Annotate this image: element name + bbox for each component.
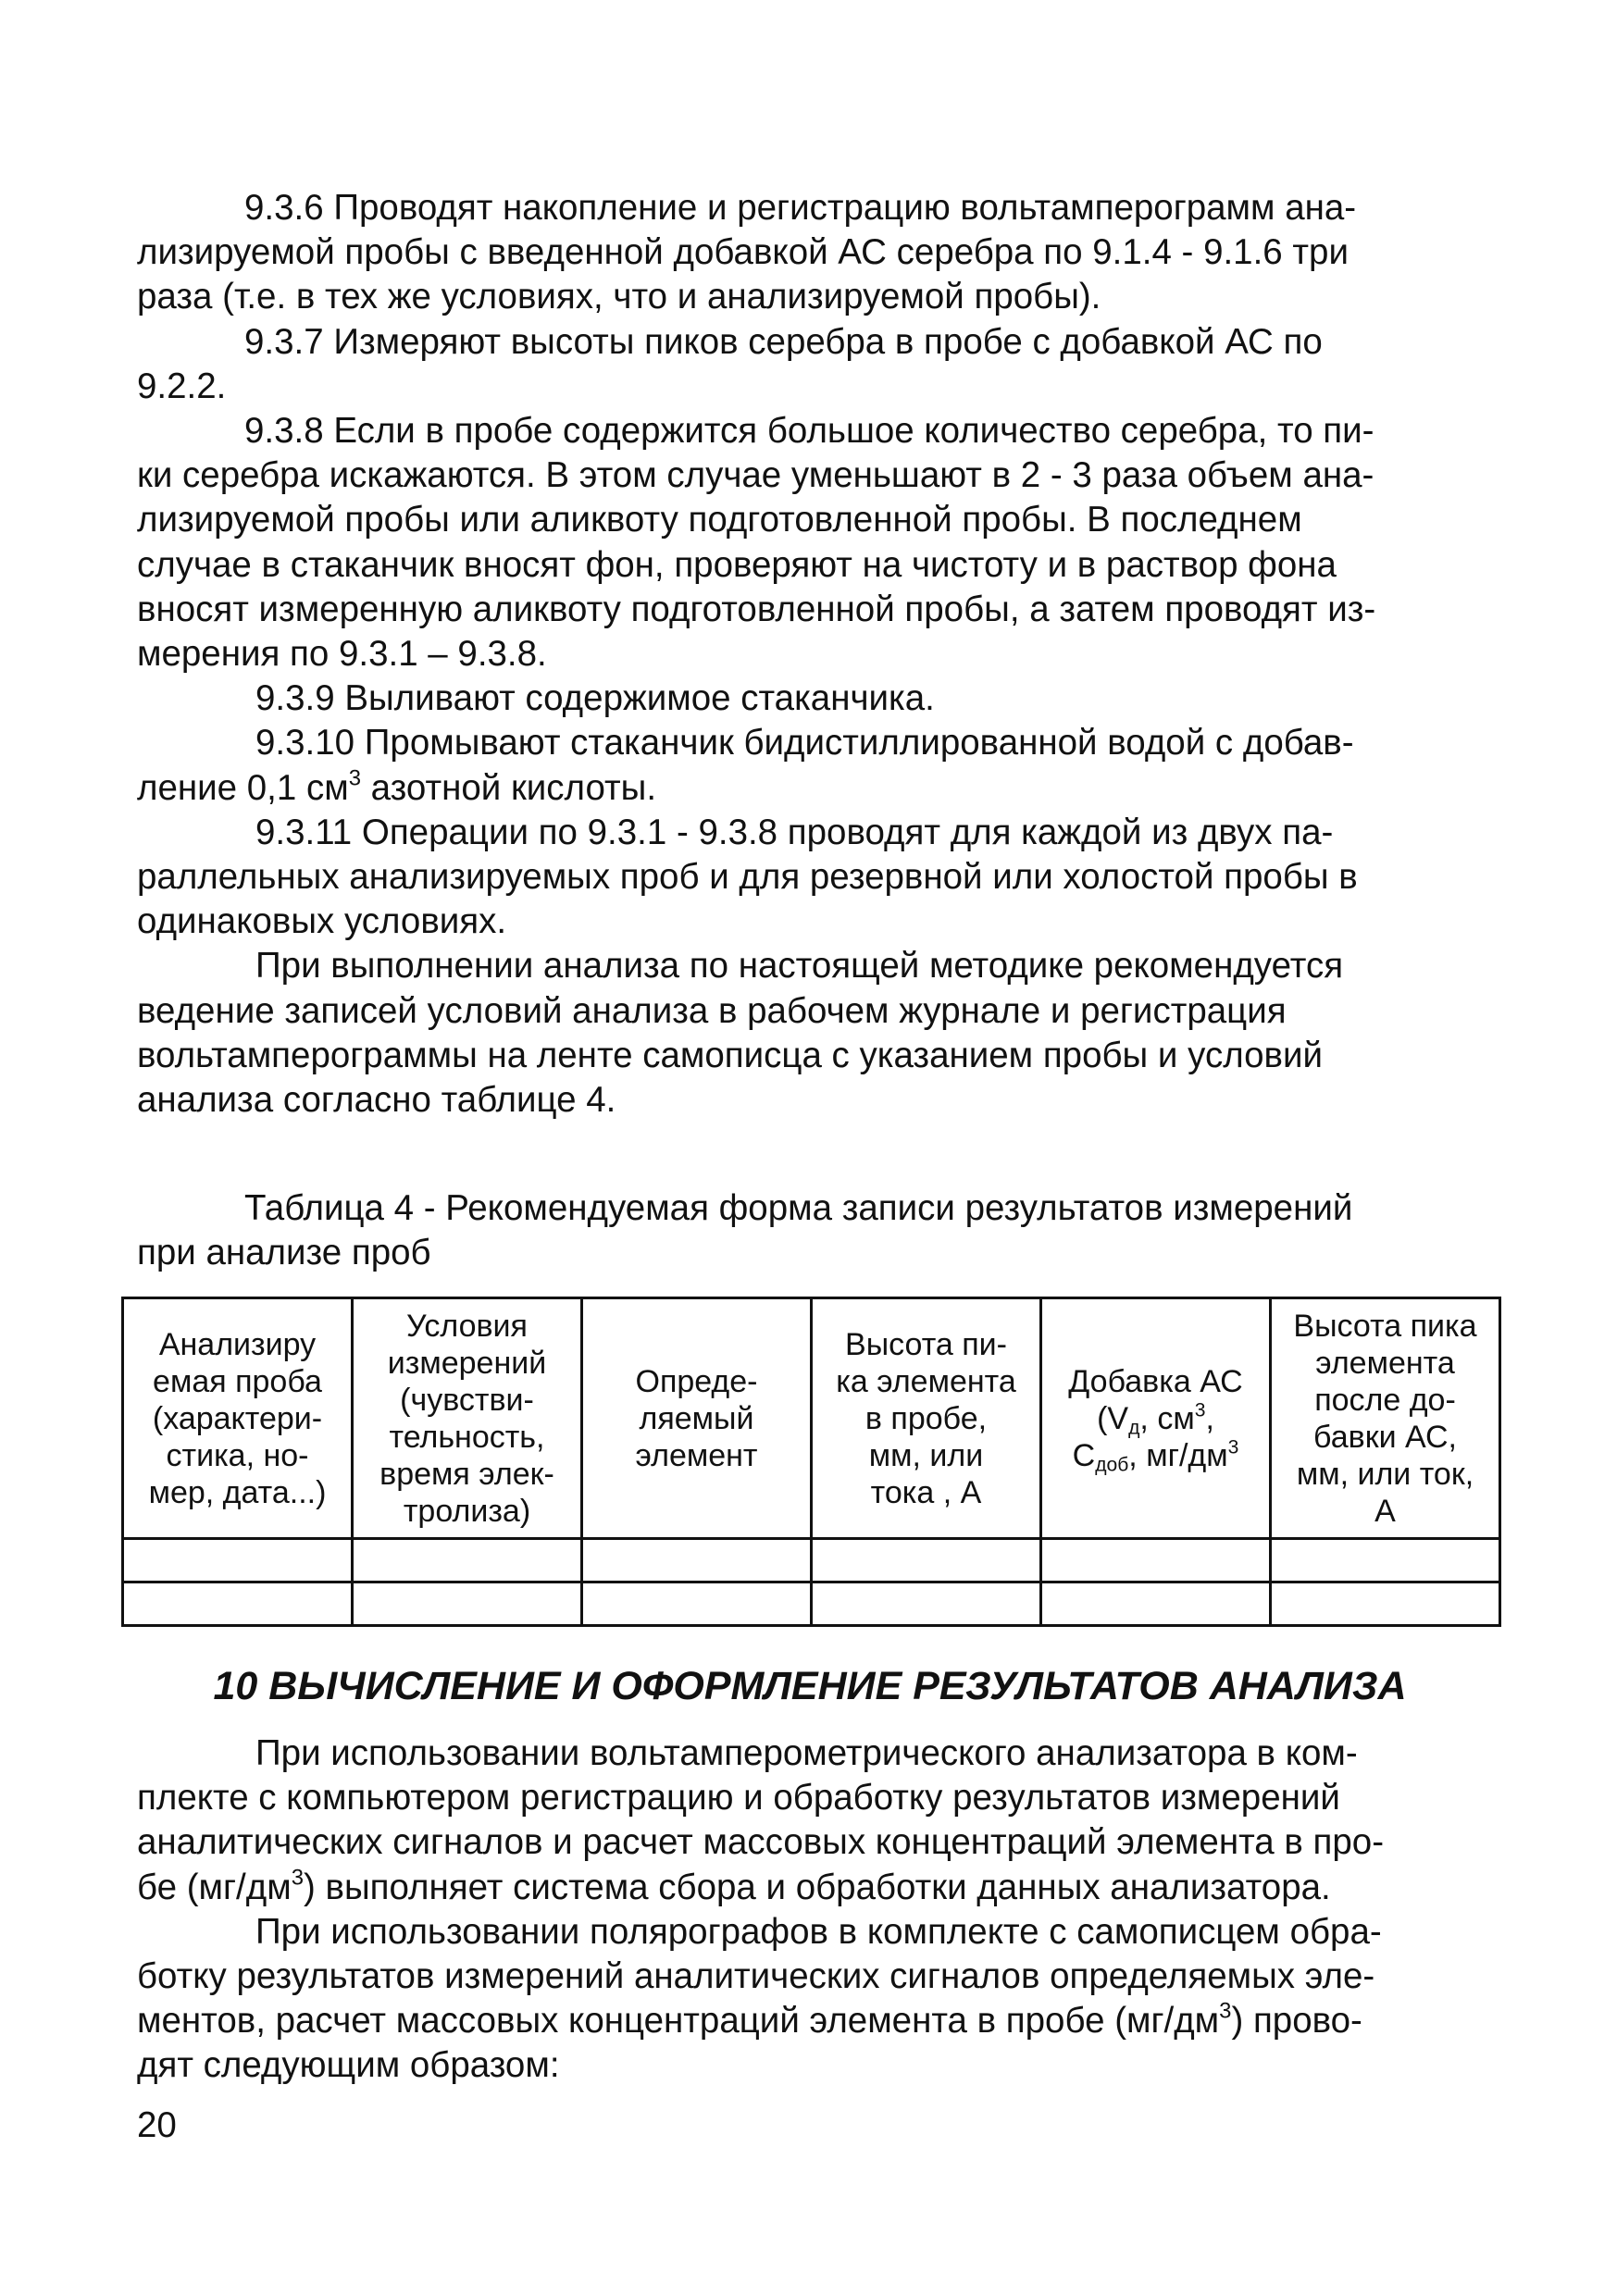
header-line: мм, или xyxy=(868,1437,984,1473)
header-line: (характери- xyxy=(152,1400,323,1436)
text-fragment: ) прово- xyxy=(1231,2001,1362,2042)
paragraph-polarograph-analysis xyxy=(137,1910,1499,2089)
table-cell xyxy=(1271,1539,1500,1582)
superscript: 3 xyxy=(1227,1435,1239,1458)
header-line: Условия xyxy=(406,1308,528,1344)
text-line: вольтамперограммы на ленте самописца с указанием пробы и условий xyxy=(137,1035,1323,1075)
table-cell xyxy=(1041,1539,1271,1582)
header-peak-after-additive xyxy=(1271,1298,1500,1539)
section-body xyxy=(137,1731,1499,2089)
text-line: лизируемой пробы или аликвоту подготовленной пробы. В последнем xyxy=(137,500,1302,540)
paragraph-computer-analysis xyxy=(137,1731,1499,1910)
text-line: При использовании вольтамперометрического анализатора в ком- xyxy=(255,1733,1358,1773)
text-line: При использовании полярографов в комплекте с самописцем обра- xyxy=(255,1911,1382,1952)
text-line: 9.3.8 Если в пробе содержится большое количество серебра, то пи- xyxy=(244,411,1374,452)
text-fragment: , мг/дм xyxy=(1128,1437,1228,1473)
table-cell xyxy=(353,1539,582,1582)
header-line: ляемый xyxy=(639,1400,754,1436)
header-line: тока , А xyxy=(870,1474,982,1510)
header-line xyxy=(1045,1437,1266,1474)
paragraph-9-3-7 xyxy=(137,320,1499,409)
header-line: время элек- xyxy=(379,1456,554,1492)
header-line: мер, дата...) xyxy=(148,1474,327,1510)
text-line: аналитических сигналов и расчет массовых концентраций элемента в про- xyxy=(137,1822,1385,1863)
header-line: Высота пи- xyxy=(845,1326,1007,1362)
header-line: ка элемента xyxy=(836,1363,1016,1399)
text-line: ки серебра искажаются. В этом случае уменьшают в 2 - 3 раза объем ана- xyxy=(137,455,1374,496)
header-line: измерений xyxy=(387,1345,547,1381)
header-line: стика, но- xyxy=(166,1437,309,1473)
text-line: дят следующим образом: xyxy=(137,2045,560,2086)
header-line: емая проба xyxy=(153,1363,322,1399)
text-line: мерения по 9.3.1 – 9.3.8. xyxy=(137,634,547,675)
superscript: 3 xyxy=(1219,1998,1232,2024)
table-header-row xyxy=(123,1298,1500,1539)
table-cell xyxy=(582,1539,812,1582)
header-additive xyxy=(1041,1298,1271,1539)
table-cell xyxy=(1271,1582,1500,1626)
text-line: лизируемой пробы с введенной добавкой АС серебра по 9.1.4 - 9.1.6 три xyxy=(137,232,1349,273)
header-line: бавки АС, xyxy=(1313,1419,1457,1455)
header-line: в пробе, xyxy=(864,1400,988,1436)
paragraph-9-3-10 xyxy=(137,721,1499,810)
text-line: раллельных анализируемых проб и для резервной или холостой пробы в xyxy=(137,857,1358,898)
table-cell xyxy=(353,1582,582,1626)
text-line: одинаковых условиях. xyxy=(137,901,507,942)
table-row xyxy=(123,1582,1500,1626)
header-line: Добавка АС xyxy=(1068,1363,1243,1399)
text-line: 9.2.2. xyxy=(137,366,227,406)
paragraph-9-3-6 xyxy=(137,186,1499,320)
text-line: вносят измеренную аликвоту подготовленной пробы, а затем проводят из- xyxy=(137,589,1376,629)
header-conditions xyxy=(353,1298,582,1539)
superscript: 3 xyxy=(348,765,361,791)
paragraph-recommendation xyxy=(137,944,1499,1123)
table-cell xyxy=(123,1582,353,1626)
text-fragment: бе (мг/дм xyxy=(137,1867,292,1907)
header-element xyxy=(582,1298,812,1539)
header-line: тролиза) xyxy=(403,1493,531,1529)
table-caption xyxy=(137,1186,1499,1275)
text-fragment: С xyxy=(1072,1437,1096,1473)
caption-line: при анализе проб xyxy=(137,1233,431,1272)
section-heading: 10 ВЫЧИСЛЕНИЕ И ОФОРМЛЕНИЕ РЕЗУЛЬТАТОВ АНАЛИЗА xyxy=(213,1664,1407,1708)
header-line: (чувстви- xyxy=(400,1382,534,1418)
superscript: 3 xyxy=(1194,1398,1206,1421)
page-number: 20 xyxy=(137,2105,177,2145)
text-line: случае в стаканчик вносят фон, проверяют на чистоту и в раствор фона xyxy=(137,544,1337,585)
table-cell xyxy=(582,1582,812,1626)
header-line: после до- xyxy=(1314,1382,1456,1418)
header-peak-height xyxy=(812,1298,1041,1539)
table-cell xyxy=(123,1539,353,1582)
header-line: элемента xyxy=(1315,1345,1455,1381)
text-fragment: , xyxy=(1205,1400,1214,1436)
header-line: элемент xyxy=(635,1437,758,1473)
text-fragment: ) выполняет система сбора и обработки данных анализатора. xyxy=(303,1867,1331,1907)
caption-line: Таблица 4 - Рекомендуемая форма записи результатов измерений xyxy=(244,1188,1353,1228)
text-line: 9.3.7 Измеряют высоты пиков серебра в пробе с добавкой АС по xyxy=(244,321,1323,362)
text-fragment: ментов, расчет массовых концентраций элемента в пробе (мг/дм xyxy=(137,2001,1220,2042)
text-line: 9.3.10 Промывают стаканчик бидистиллированной водой с добав- xyxy=(255,723,1354,763)
header-line: мм, или ток, xyxy=(1296,1456,1474,1492)
subscript: доб xyxy=(1095,1453,1129,1475)
text-line: ботку результатов измерений аналитических сигналов определяемых эле- xyxy=(137,1956,1375,1997)
text-fragment: азотной кислоты. xyxy=(360,767,657,808)
text-line: плекте с компьютером регистрацию и обработку результатов измерений xyxy=(137,1778,1340,1818)
text-fragment: , см xyxy=(1139,1400,1195,1436)
header-line: Анализиру xyxy=(158,1326,317,1362)
text-fragment: (V xyxy=(1097,1400,1129,1436)
table-row xyxy=(123,1539,1500,1582)
text-line: 9.3.11 Операции по 9.3.1 - 9.3.8 проводят для каждой из двух па- xyxy=(255,812,1334,852)
header-line: Высота пика xyxy=(1293,1308,1477,1344)
header-line xyxy=(1045,1400,1266,1437)
text-line: 9.3.9 Выливают содержимое стаканчика. xyxy=(255,678,935,719)
text-fragment: ление 0,1 см xyxy=(137,767,349,808)
text-line: 9.3.6 Проводят накопление и регистрацию вольтамперограмм ана- xyxy=(244,188,1357,228)
text-line: При выполнении анализа по настоящей методике рекомендуется xyxy=(255,946,1344,987)
paragraph-9-3-11 xyxy=(137,811,1499,945)
table-cell xyxy=(1041,1582,1271,1626)
subscript: д xyxy=(1128,1416,1140,1438)
results-table xyxy=(121,1297,1501,1627)
table-cell xyxy=(812,1539,1041,1582)
paragraph-9-3-9 xyxy=(137,676,1499,721)
header-line: А xyxy=(1374,1493,1396,1529)
header-sample xyxy=(123,1298,353,1539)
header-line: Опреде- xyxy=(635,1363,758,1399)
text-line: анализа согласно таблице 4. xyxy=(137,1080,616,1121)
text-line: ведение записей условий анализа в рабочем журнале и регистрация xyxy=(137,990,1287,1031)
body-text-top xyxy=(137,186,1499,1123)
header-line: тельность, xyxy=(389,1419,545,1455)
table-cell xyxy=(812,1582,1041,1626)
text-line: раза (т.е. в тех же условиях, что и анализируемой пробы). xyxy=(137,277,1101,317)
superscript: 3 xyxy=(291,1865,304,1891)
paragraph-9-3-8 xyxy=(137,409,1499,676)
